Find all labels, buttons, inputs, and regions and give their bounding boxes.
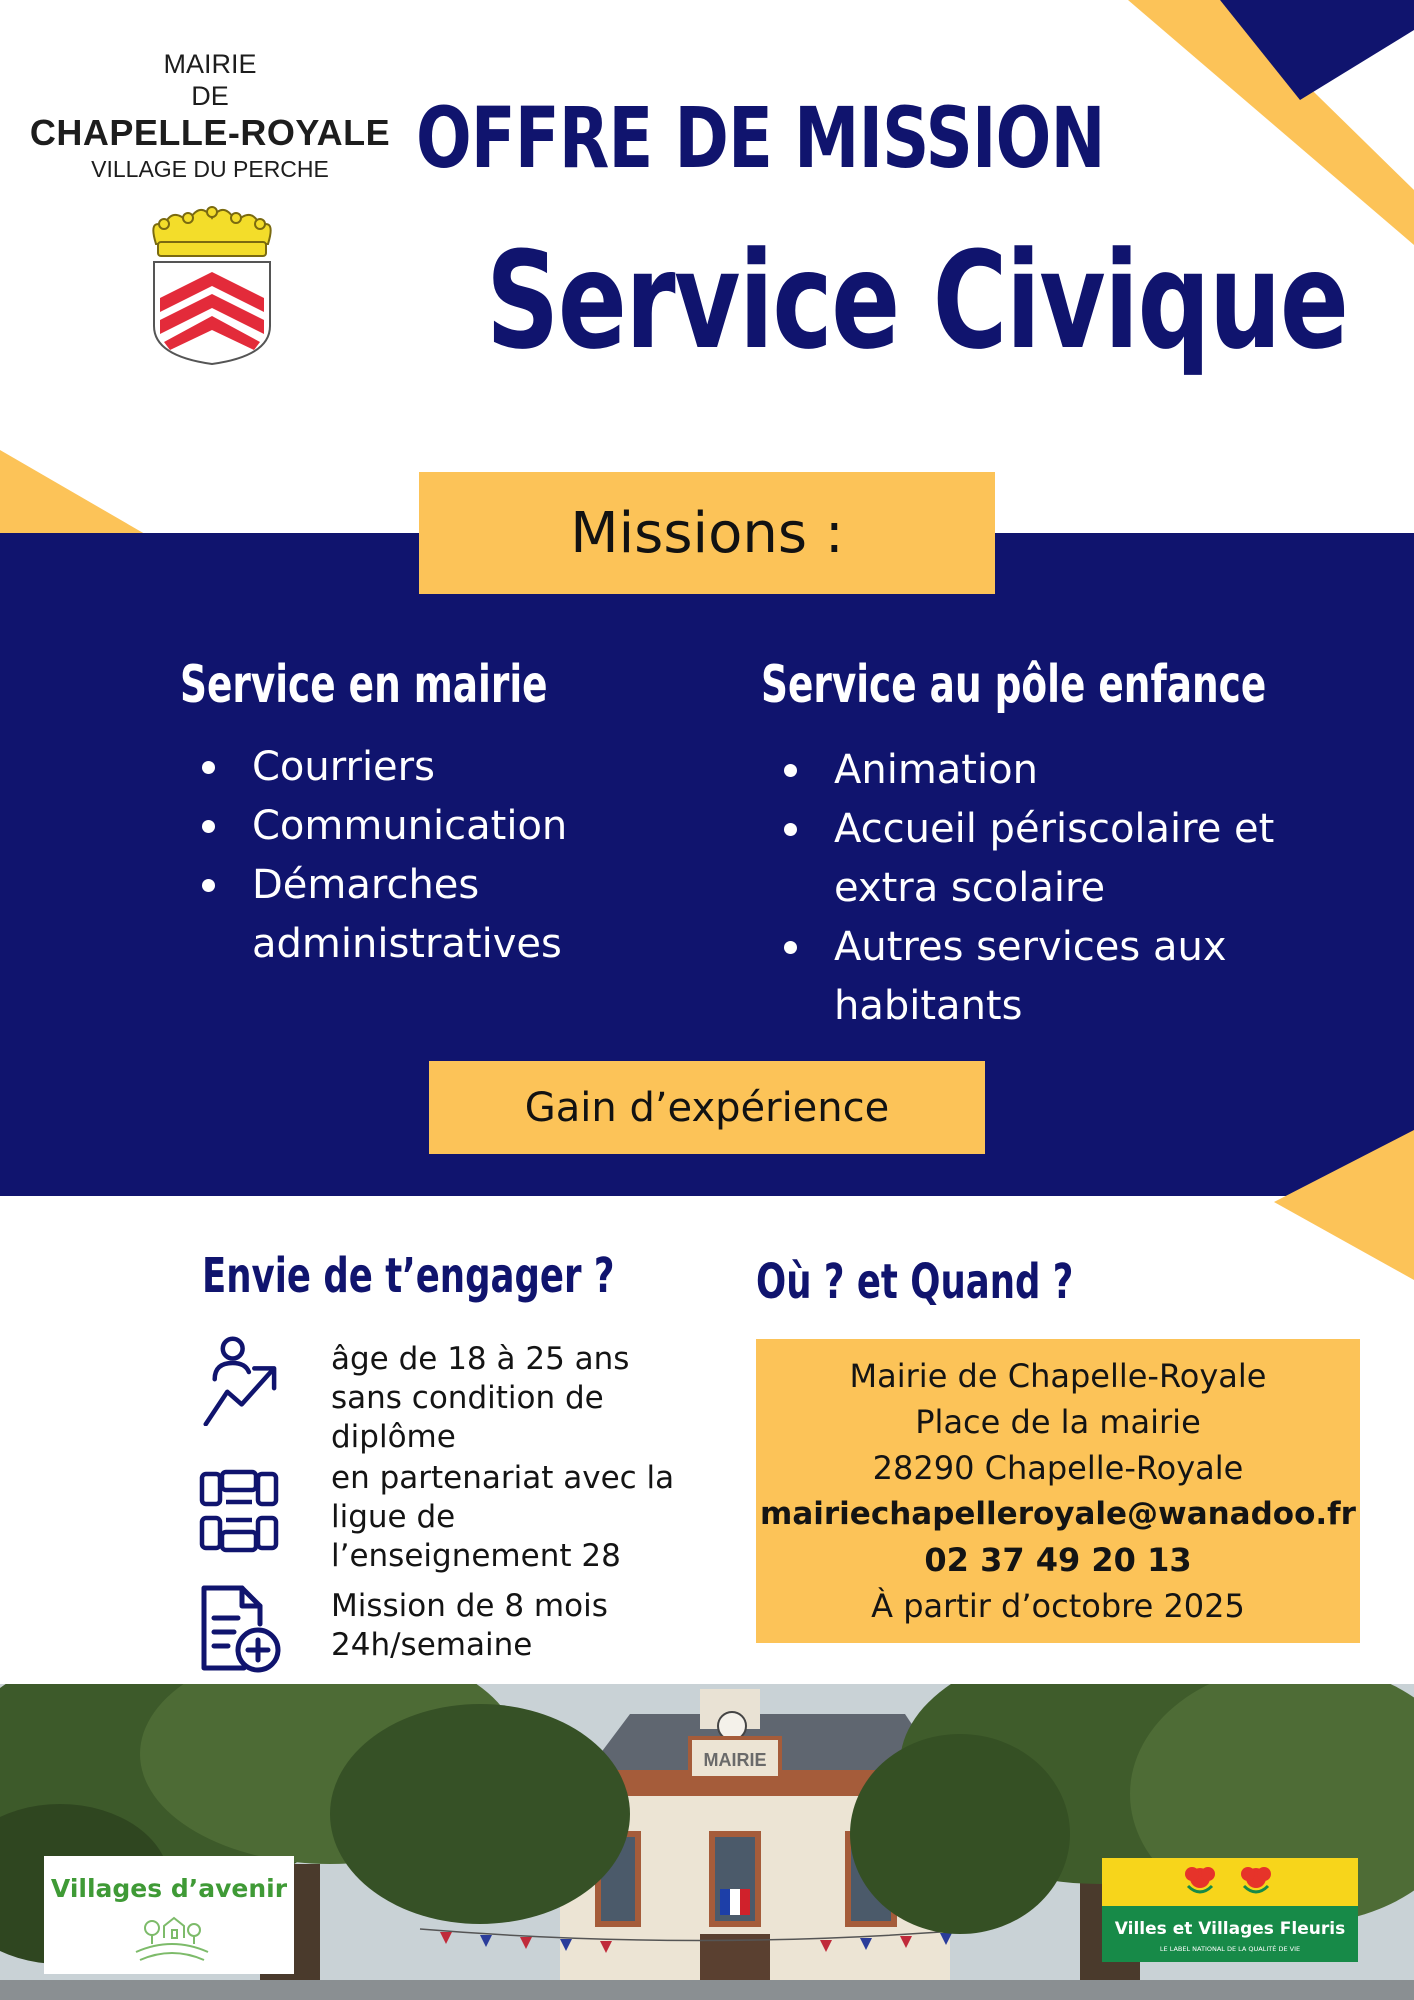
- mairie-header: [20, 48, 400, 184]
- title-service-civique: Service Civique: [486, 223, 1348, 379]
- address-name: Mairie de Chapelle-Royale: [849, 1357, 1267, 1395]
- mairie-sign: MAIRIE: [703, 1750, 767, 1770]
- villages-avenir-logo: [44, 1856, 294, 1974]
- list-item: Courriers: [190, 738, 660, 797]
- villages-avenir-label: Villages d’avenir: [50, 1874, 288, 1903]
- commune-name: CHAPELLE-ROYALE: [29, 112, 391, 153]
- vvf-tagline: LE LABEL NATIONAL DE LA QUALITÉ DE VIE: [1159, 1945, 1301, 1953]
- corner-decoration-top-right: [1100, 0, 1414, 250]
- villes-villages-fleuris-logo: [1102, 1858, 1358, 1962]
- list-item: Animation: [772, 741, 1332, 800]
- start-date: À partir d’octobre 2025: [871, 1587, 1245, 1625]
- eligibility-text: âge de 18 à 25 ans sans condition de diplôme: [331, 1341, 630, 1455]
- list-item: Démarches administratives: [190, 856, 660, 974]
- coat-of-arms-icon: [142, 196, 282, 368]
- document-add-icon: [198, 1584, 284, 1674]
- email-link[interactable]: mairiechapelleroyale@wanadoo.fr: [760, 1496, 1356, 1532]
- list-item: Accueil périscolaire et extra scolaire: [772, 800, 1332, 918]
- mairie-service-list: [190, 738, 660, 974]
- person-growth-icon: [196, 1336, 282, 1426]
- enfance-service-title: Service au pôle enfance: [761, 655, 1267, 715]
- address-city: 28290 Chapelle-Royale: [872, 1449, 1244, 1487]
- enfance-service-list: [772, 741, 1332, 1036]
- vvf-title: Villes et Villages Fleuris: [1114, 1919, 1346, 1939]
- village-houses-icon: [132, 1912, 212, 1966]
- phone-number: 02 37 49 20 13: [924, 1541, 1192, 1579]
- missions-heading: Missions :: [419, 472, 995, 594]
- mairie-de-label: DE: [191, 81, 229, 111]
- partnership-text: en partenariat avec la ligue de l’enseignement 28: [331, 1460, 675, 1574]
- list-item: Communication: [190, 797, 660, 856]
- title-offre-de-mission: OFFRE DE MISSION: [416, 89, 1105, 187]
- list-item: Autres services aux habitants: [772, 918, 1332, 1036]
- commune-subtitle: VILLAGE DU PERCHE: [91, 156, 329, 182]
- triangle-decoration-right: [1274, 1130, 1414, 1280]
- gain-experience-box: Gain d’expérience: [429, 1061, 985, 1154]
- mairie-label: MAIRIE: [163, 49, 257, 79]
- duration-text: Mission de 8 mois 24h/semaine: [331, 1588, 608, 1663]
- joined-hands-icon: [196, 1466, 282, 1556]
- engagement-title: Envie de t’engager ?: [202, 1248, 615, 1304]
- address-street: Place de la mairie: [915, 1403, 1201, 1441]
- location-title: Où ? et Quand ?: [756, 1254, 1074, 1310]
- mairie-service-title: Service en mairie: [180, 655, 548, 715]
- address-box: [756, 1339, 1360, 1643]
